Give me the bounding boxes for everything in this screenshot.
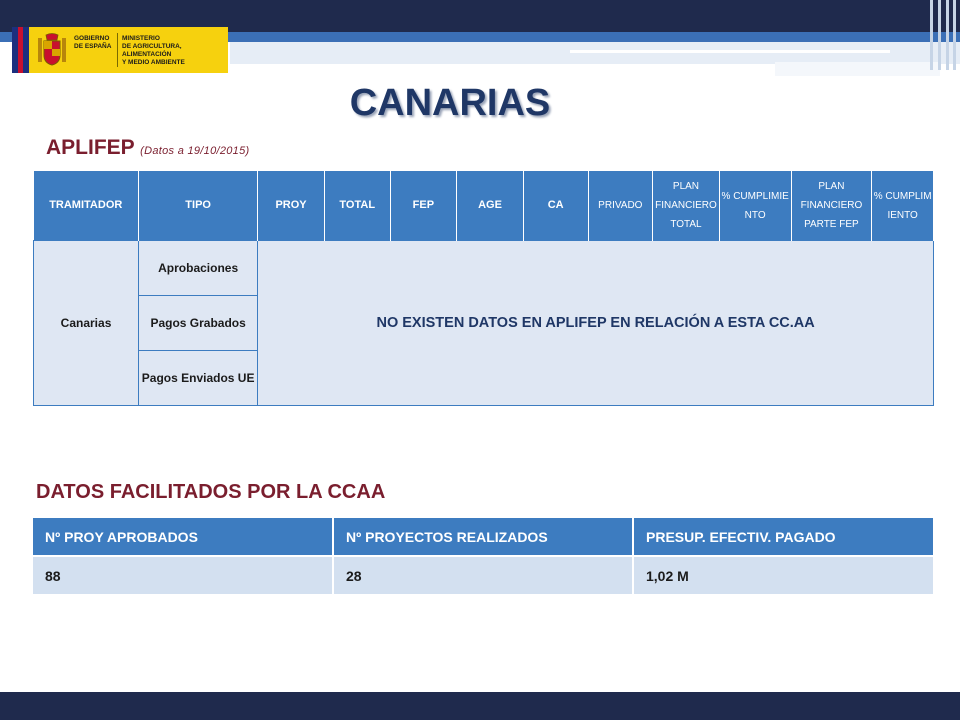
- decor-stripe: [946, 0, 949, 70]
- aplifep-date-note: (Datos a 19/10/2015): [140, 145, 250, 157]
- page-title: CANARIAS: [349, 82, 551, 124]
- paid-budget-value: 1,02 M: [633, 556, 934, 594]
- column-header: AGE: [457, 171, 524, 241]
- column-header: TOTAL: [324, 171, 390, 241]
- column-header: PRESUP. EFECTIV. PAGADO: [633, 518, 934, 556]
- tipo-cell: Pagos Enviados UE: [139, 351, 258, 406]
- government-logo: [12, 27, 228, 73]
- approved-projects-value: 88: [33, 556, 333, 594]
- decor-stripe: [930, 0, 933, 70]
- decor-stripe: [953, 0, 956, 70]
- logo-ministry-text: MINISTERIO DE AGRICULTURA, ALIMENTACIÓN Y MEDIO AMBIENTE: [122, 35, 185, 66]
- column-header: PROY: [258, 171, 325, 241]
- table-row: [34, 241, 934, 296]
- column-header: FEP: [390, 171, 457, 241]
- aplifep-heading: [46, 136, 250, 160]
- column-header: TIPO: [139, 171, 258, 241]
- aplifep-header-row: [34, 171, 934, 241]
- tipo-cell: Aprobaciones: [139, 241, 258, 296]
- column-header: PLAN FINANCIERO TOTAL: [653, 171, 720, 241]
- logo-government-text: GOBIERNO DE ESPAÑA: [74, 35, 112, 50]
- ccaa-table: [33, 518, 935, 594]
- ccaa-header-row: [33, 518, 934, 556]
- coat-of-arms-icon: [34, 32, 70, 68]
- completed-projects-value: 28: [333, 556, 633, 594]
- top-white-box: [775, 62, 940, 76]
- eu-flag: [12, 27, 29, 73]
- tramitador-cell: Canarias: [34, 241, 139, 406]
- column-header: % CUMPLIMIE NTO: [719, 171, 791, 241]
- column-header: PRIVADO: [588, 171, 653, 241]
- table-row: [33, 556, 934, 594]
- top-light-bar: [230, 42, 960, 64]
- column-header: Nº PROYECTOS REALIZADOS: [333, 518, 633, 556]
- column-header: % CUMPLIM IENTO: [872, 171, 934, 241]
- column-header: PLAN FINANCIERO PARTE FEP: [791, 171, 872, 241]
- top-white-line: [570, 50, 890, 53]
- tipo-cell: Pagos Grabados: [139, 296, 258, 351]
- aplifep-title: APLIFEP: [46, 136, 135, 159]
- column-header: CA: [523, 171, 588, 241]
- aplifep-table: [33, 171, 934, 406]
- no-data-message: NO EXISTEN DATOS EN APLIFEP EN RELACIÓN A ESTA CC.AA: [258, 241, 934, 406]
- ccaa-heading: DATOS FACILITADOS POR LA CCAA: [36, 481, 386, 503]
- column-header: TRAMITADOR: [34, 171, 139, 241]
- bottom-banner: [0, 692, 960, 720]
- column-header: Nº PROY APROBADOS: [33, 518, 333, 556]
- logo-divider: [117, 33, 118, 67]
- decor-stripe: [938, 0, 941, 70]
